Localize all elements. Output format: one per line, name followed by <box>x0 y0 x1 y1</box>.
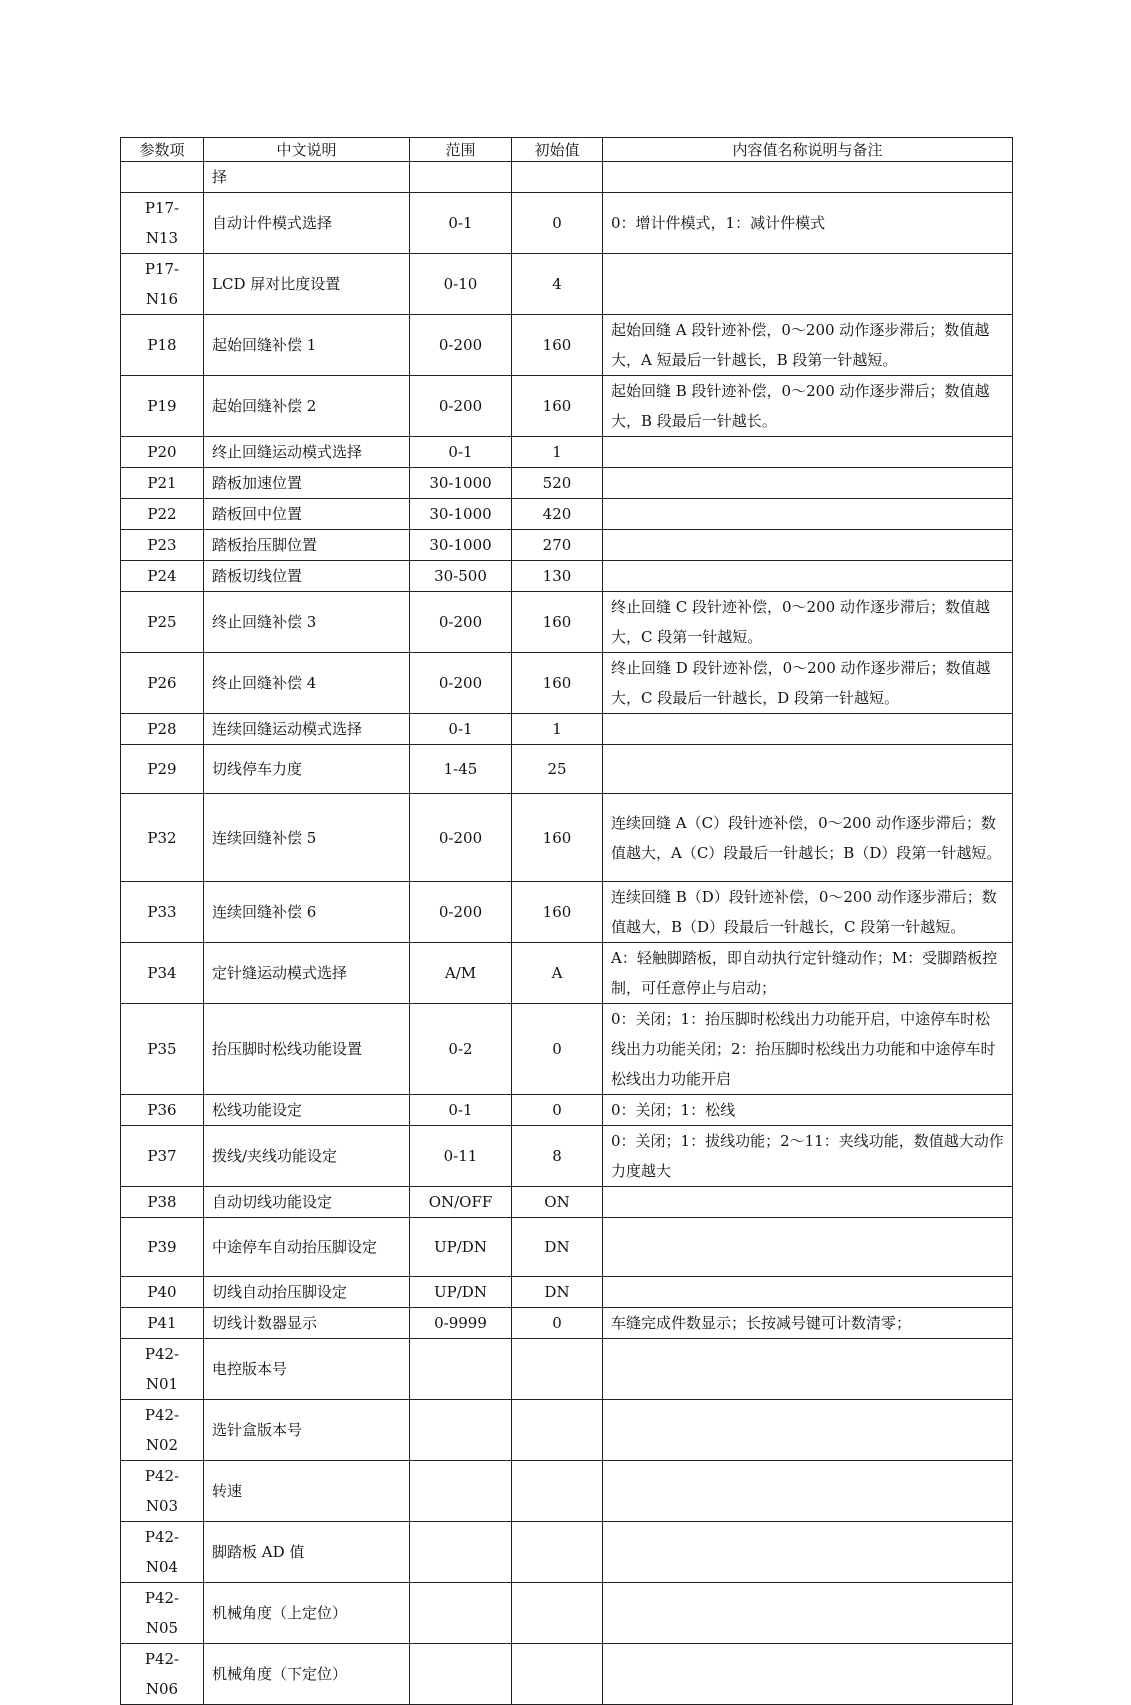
range-cell: 1-45 <box>410 745 512 794</box>
remark-cell <box>603 530 1013 561</box>
range-cell: 0-200 <box>410 653 512 714</box>
table-row <box>121 1461 1013 1522</box>
table-row <box>121 437 1013 468</box>
table-row <box>121 1004 1013 1095</box>
description-cell: 终止回缝补偿 4 <box>204 653 410 714</box>
default-value-cell: 160 <box>512 315 603 376</box>
range-cell: 0-1 <box>410 193 512 254</box>
table-row <box>121 653 1013 714</box>
description-cell: 自动切线功能设定 <box>204 1187 410 1218</box>
description-cell: 中途停车自动抬压脚设定 <box>204 1218 410 1277</box>
description-cell: 连续回缝补偿 5 <box>204 794 410 882</box>
table-body <box>121 162 1013 1705</box>
description-cell: 抬压脚时松线功能设置 <box>204 1004 410 1095</box>
range-cell <box>410 1400 512 1461</box>
default-value-cell <box>512 1644 603 1705</box>
param-code-cell: P20 <box>121 437 204 468</box>
param-code-cell: P37 <box>121 1126 204 1187</box>
range-cell <box>410 1461 512 1522</box>
remark-cell <box>603 162 1013 193</box>
table-row <box>121 254 1013 315</box>
header-description: 中文说明 <box>204 138 410 162</box>
remark-cell: 连续回缝 A（C）段针迹补偿，0～200 动作逐步滞后；数值越大，A（C）段最后一针越长；B（D）段第一针越短。 <box>603 794 1013 882</box>
param-code-cell: P35 <box>121 1004 204 1095</box>
param-code-cell <box>121 162 204 193</box>
remark-cell <box>603 1583 1013 1644</box>
table-row <box>121 1277 1013 1308</box>
param-code-cell: P42-N03 <box>121 1461 204 1522</box>
description-cell: 切线自动抬压脚设定 <box>204 1277 410 1308</box>
remark-cell: 终止回缝 D 段针迹补偿，0～200 动作逐步滞后；数值越大，C 段最后一针越长，D 段第一针越短。 <box>603 653 1013 714</box>
remark-cell: A：轻触脚踏板，即自动执行定针缝动作；M：受脚踏板控制，可任意停止与启动； <box>603 943 1013 1004</box>
table-row <box>121 1339 1013 1400</box>
param-code-cell: P32 <box>121 794 204 882</box>
remark-cell <box>603 714 1013 745</box>
param-code-cell: P28 <box>121 714 204 745</box>
range-cell: 30-1000 <box>410 530 512 561</box>
default-value-cell: 160 <box>512 882 603 943</box>
remark-cell <box>603 1218 1013 1277</box>
description-cell: LCD 屏对比度设置 <box>204 254 410 315</box>
description-cell: 踏板回中位置 <box>204 499 410 530</box>
default-value-cell: 160 <box>512 376 603 437</box>
remark-cell <box>603 1339 1013 1400</box>
remark-cell: 车缝完成件数显示；长按减号键可计数清零； <box>603 1308 1013 1339</box>
default-value-cell <box>512 1461 603 1522</box>
default-value-cell: 0 <box>512 1095 603 1126</box>
default-value-cell <box>512 1583 603 1644</box>
default-value-cell <box>512 1522 603 1583</box>
default-value-cell: 8 <box>512 1126 603 1187</box>
remark-cell <box>603 1187 1013 1218</box>
description-cell: 拨线/夹线功能设定 <box>204 1126 410 1187</box>
default-value-cell: 160 <box>512 794 603 882</box>
default-value-cell: A <box>512 943 603 1004</box>
description-cell: 踏板抬压脚位置 <box>204 530 410 561</box>
default-value-cell: 0 <box>512 1004 603 1095</box>
param-code-cell: P36 <box>121 1095 204 1126</box>
description-cell: 机械角度（下定位） <box>204 1644 410 1705</box>
param-code-cell: P23 <box>121 530 204 561</box>
param-code-cell: P24 <box>121 561 204 592</box>
table-row <box>121 162 1013 193</box>
remark-cell <box>603 1400 1013 1461</box>
default-value-cell: 130 <box>512 561 603 592</box>
header-default-value: 初始值 <box>512 138 603 162</box>
remark-cell: 连续回缝 B（D）段针迹补偿，0～200 动作逐步滞后；数值越大，B（D）段最后一针越长，C 段第一针越短。 <box>603 882 1013 943</box>
default-value-cell: 1 <box>512 714 603 745</box>
range-cell: 0-200 <box>410 315 512 376</box>
table-row <box>121 468 1013 499</box>
remark-cell <box>603 499 1013 530</box>
table-row <box>121 882 1013 943</box>
remark-cell <box>603 1461 1013 1522</box>
remark-cell <box>603 437 1013 468</box>
range-cell: 0-200 <box>410 794 512 882</box>
param-code-cell: P26 <box>121 653 204 714</box>
remark-cell <box>603 745 1013 794</box>
table-row <box>121 499 1013 530</box>
header-remarks: 内容值名称说明与备注 <box>603 138 1013 162</box>
remark-cell <box>603 561 1013 592</box>
description-cell: 定针缝运动模式选择 <box>204 943 410 1004</box>
range-cell: 30-500 <box>410 561 512 592</box>
default-value-cell <box>512 1400 603 1461</box>
param-code-cell: P18 <box>121 315 204 376</box>
range-cell <box>410 1583 512 1644</box>
header-row <box>121 138 1013 162</box>
param-code-cell: P29 <box>121 745 204 794</box>
description-cell: 择 <box>204 162 410 193</box>
param-code-cell: P42-N02 <box>121 1400 204 1461</box>
param-code-cell: P39 <box>121 1218 204 1277</box>
param-code-cell: P22 <box>121 499 204 530</box>
default-value-cell: 520 <box>512 468 603 499</box>
table-row <box>121 1583 1013 1644</box>
table-row <box>121 592 1013 653</box>
default-value-cell: 0 <box>512 193 603 254</box>
table-row <box>121 1308 1013 1339</box>
description-cell: 脚踏板 AD 值 <box>204 1522 410 1583</box>
range-cell: 0-200 <box>410 882 512 943</box>
table-row <box>121 1218 1013 1277</box>
description-cell: 踏板切线位置 <box>204 561 410 592</box>
default-value-cell: 160 <box>512 653 603 714</box>
remark-cell: 起始回缝 B 段针迹补偿，0～200 动作逐步滞后；数值越大，B 段最后一针越长。 <box>603 376 1013 437</box>
range-cell: UP/DN <box>410 1218 512 1277</box>
description-cell: 切线停车力度 <box>204 745 410 794</box>
table-row <box>121 1126 1013 1187</box>
remark-cell <box>603 254 1013 315</box>
range-cell: ON/OFF <box>410 1187 512 1218</box>
default-value-cell: 25 <box>512 745 603 794</box>
range-cell: 0-10 <box>410 254 512 315</box>
table-row <box>121 943 1013 1004</box>
table-row <box>121 1095 1013 1126</box>
range-cell <box>410 1522 512 1583</box>
remark-cell: 0：关闭；1：松线 <box>603 1095 1013 1126</box>
remark-cell: 0：关闭；1：拔线功能；2～11：夹线功能，数值越大动作力度越大 <box>603 1126 1013 1187</box>
description-cell: 连续回缝补偿 6 <box>204 882 410 943</box>
default-value-cell: 1 <box>512 437 603 468</box>
default-value-cell: DN <box>512 1277 603 1308</box>
description-cell: 起始回缝补偿 1 <box>204 315 410 376</box>
param-code-cell: P40 <box>121 1277 204 1308</box>
param-code-cell: P34 <box>121 943 204 1004</box>
table-row <box>121 794 1013 882</box>
param-code-cell: P38 <box>121 1187 204 1218</box>
table-row <box>121 1522 1013 1583</box>
param-code-cell: P19 <box>121 376 204 437</box>
default-value-cell: 270 <box>512 530 603 561</box>
header-range: 范围 <box>410 138 512 162</box>
description-cell: 起始回缝补偿 2 <box>204 376 410 437</box>
description-cell: 终止回缝运动模式选择 <box>204 437 410 468</box>
description-cell: 电控版本号 <box>204 1339 410 1400</box>
range-cell: A/M <box>410 943 512 1004</box>
param-code-cell: P33 <box>121 882 204 943</box>
param-code-cell: P25 <box>121 592 204 653</box>
description-cell: 机械角度（上定位） <box>204 1583 410 1644</box>
table-row <box>121 376 1013 437</box>
param-code-cell: P17-N13 <box>121 193 204 254</box>
table-row <box>121 193 1013 254</box>
range-cell: 0-200 <box>410 376 512 437</box>
remark-cell: 0：增计件模式，1：减计件模式 <box>603 193 1013 254</box>
range-cell: 0-1 <box>410 1095 512 1126</box>
remark-cell <box>603 1522 1013 1583</box>
remark-cell: 0：关闭；1：抬压脚时松线出力功能开启，中途停车时松线出力功能关闭；2：抬压脚时松线出力功能和中途停车时松线出力功能开启 <box>603 1004 1013 1095</box>
table-header <box>121 138 1013 162</box>
description-cell: 终止回缝补偿 3 <box>204 592 410 653</box>
remark-cell <box>603 1277 1013 1308</box>
parameter-table <box>120 137 1013 1705</box>
default-value-cell: ON <box>512 1187 603 1218</box>
remark-cell: 终止回缝 C 段针迹补偿，0～200 动作逐步滞后；数值越大，C 段第一针越短。 <box>603 592 1013 653</box>
description-cell: 松线功能设定 <box>204 1095 410 1126</box>
default-value-cell: 4 <box>512 254 603 315</box>
range-cell <box>410 1644 512 1705</box>
description-cell: 选针盒版本号 <box>204 1400 410 1461</box>
range-cell: 30-1000 <box>410 468 512 499</box>
range-cell: 0-2 <box>410 1004 512 1095</box>
range-cell: 0-11 <box>410 1126 512 1187</box>
table-row <box>121 714 1013 745</box>
param-code-cell: P21 <box>121 468 204 499</box>
default-value-cell <box>512 1339 603 1400</box>
range-cell: UP/DN <box>410 1277 512 1308</box>
table-row <box>121 1644 1013 1705</box>
description-cell: 踏板加速位置 <box>204 468 410 499</box>
range-cell <box>410 162 512 193</box>
table-row <box>121 745 1013 794</box>
default-value-cell: DN <box>512 1218 603 1277</box>
table-row <box>121 315 1013 376</box>
table-row <box>121 1187 1013 1218</box>
description-cell: 自动计件模式选择 <box>204 193 410 254</box>
default-value-cell: 420 <box>512 499 603 530</box>
param-code-cell: P42-N04 <box>121 1522 204 1583</box>
range-cell: 0-200 <box>410 592 512 653</box>
remark-cell: 起始回缝 A 段针迹补偿，0～200 动作逐步滞后；数值越大，A 短最后一针越长，B 段第一针越短。 <box>603 315 1013 376</box>
param-code-cell: P17-N16 <box>121 254 204 315</box>
description-cell: 转速 <box>204 1461 410 1522</box>
range-cell: 0-1 <box>410 714 512 745</box>
default-value-cell: 160 <box>512 592 603 653</box>
range-cell <box>410 1339 512 1400</box>
range-cell: 30-1000 <box>410 499 512 530</box>
remark-cell <box>603 468 1013 499</box>
param-code-cell: P42-N06 <box>121 1644 204 1705</box>
range-cell: 0-1 <box>410 437 512 468</box>
default-value-cell <box>512 162 603 193</box>
param-code-cell: P42-N05 <box>121 1583 204 1644</box>
header-param-code: 参数项 <box>121 138 204 162</box>
remark-cell <box>603 1644 1013 1705</box>
table-row <box>121 1400 1013 1461</box>
description-cell: 切线计数器显示 <box>204 1308 410 1339</box>
description-cell: 连续回缝运动模式选择 <box>204 714 410 745</box>
param-code-cell: P42-N01 <box>121 1339 204 1400</box>
range-cell: 0-9999 <box>410 1308 512 1339</box>
param-code-cell: P41 <box>121 1308 204 1339</box>
table-row <box>121 561 1013 592</box>
table-row <box>121 530 1013 561</box>
default-value-cell: 0 <box>512 1308 603 1339</box>
